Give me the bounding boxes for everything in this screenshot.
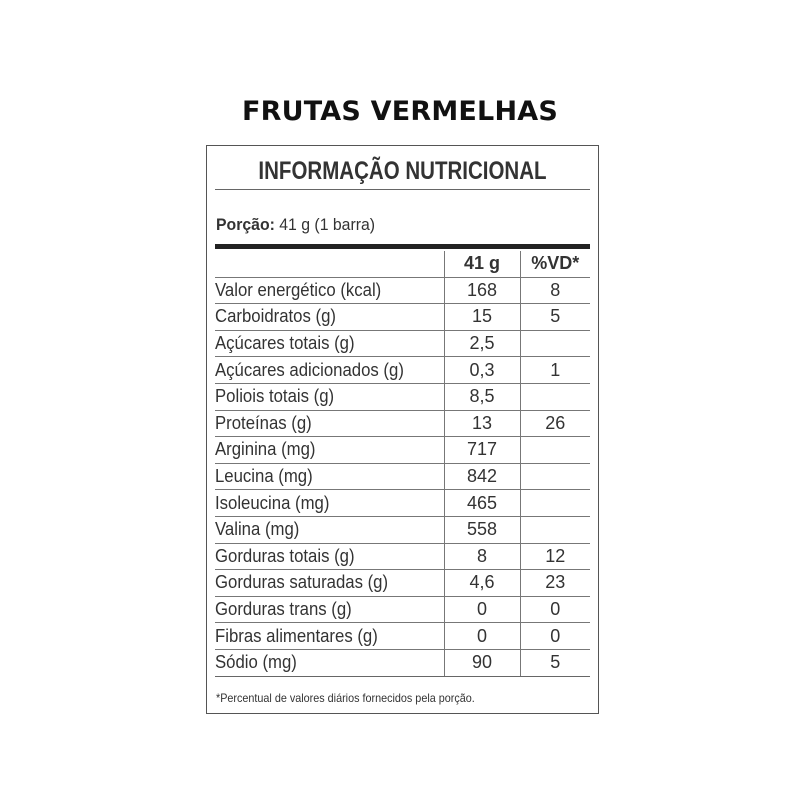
nutrient-dv: 26 [520,410,590,437]
table-row [215,277,590,304]
nutrient-amount: 0 [444,623,520,650]
table-row [215,383,590,410]
table-row [215,649,590,676]
nutrient-label: Isoleucina (mg) [215,492,330,513]
table-row [215,463,590,490]
nutrient-dv: 23 [520,570,590,597]
table-row [215,623,590,650]
table-row [215,596,590,623]
nutrient-amount: 168 [444,277,520,304]
table-row [215,570,590,597]
nutrient-label: Valor energético (kcal) [215,279,382,300]
nutrient-amount: 8 [444,543,520,570]
footnote: *Percentual de valores diários fornecidos pela porção. [216,691,475,705]
nutrient-amount: 0,3 [444,357,520,384]
nutrient-label: Carboidratos (g) [215,306,336,327]
nutrient-label: Fibras alimentares (g) [215,625,378,646]
table-row [215,330,590,357]
nutrient-amount: 4,6 [444,570,520,597]
nutrient-dv: 5 [520,304,590,331]
nutrient-dv [520,490,590,517]
table-row [215,357,590,384]
nutrient-dv: 0 [520,596,590,623]
nutrient-dv [520,516,590,543]
portion-divider [215,244,590,249]
header-amount: 41 g [444,251,520,277]
table-row [215,304,590,331]
nutrient-label: Gorduras trans (g) [215,599,352,620]
nutrient-amount: 8,5 [444,383,520,410]
panel-title: INFORMAÇÃO NUTRICIONAL [258,157,547,185]
nutrient-amount: 13 [444,410,520,437]
nutrient-label: Arginina (mg) [215,439,316,460]
table-row [215,543,590,570]
nutrient-dv [520,463,590,490]
nutrient-label: Leucina (mg) [215,466,313,487]
nutrient-dv: 5 [520,649,590,676]
table-row [215,410,590,437]
title-divider [215,189,590,190]
table-row [215,516,590,543]
nutrient-label: Açúcares totais (g) [215,333,355,354]
portion-label: Porção: [216,215,275,234]
nutrition-table [215,251,590,677]
table-row [215,490,590,517]
nutrient-label: Açúcares adicionados (g) [215,359,404,380]
nutrient-amount: 2,5 [444,330,520,357]
nutrient-amount: 15 [444,304,520,331]
portion-line [216,215,375,235]
nutrient-label: Proteínas (g) [215,412,312,433]
header-blank [215,251,444,277]
nutrient-amount: 0 [444,596,520,623]
nutrient-dv: 1 [520,357,590,384]
product-name: FRUTAS VERMELHAS [241,96,558,127]
nutrition-facts-panel [206,145,599,714]
nutrient-label: Gorduras totais (g) [215,545,355,566]
nutrient-amount: 558 [444,516,520,543]
nutrient-label: Gorduras saturadas (g) [215,572,389,593]
nutrient-amount: 90 [444,649,520,676]
nutrient-dv: 0 [520,623,590,650]
nutrient-amount: 842 [444,463,520,490]
nutrient-amount: 717 [444,437,520,464]
nutrient-dv: 8 [520,277,590,304]
nutrient-dv [520,383,590,410]
nutrient-label: Poliois totais (g) [215,386,335,407]
nutrient-dv [520,330,590,357]
table-row [215,437,590,464]
header-dv: %VD* [520,251,590,277]
nutrient-amount: 465 [444,490,520,517]
portion-value: 41 g (1 barra) [279,215,376,234]
nutrient-dv: 12 [520,543,590,570]
table-header-row [215,251,590,277]
nutrient-label: Sódio (mg) [215,652,297,673]
nutrient-label: Valina (mg) [215,519,300,540]
nutrient-dv [520,437,590,464]
